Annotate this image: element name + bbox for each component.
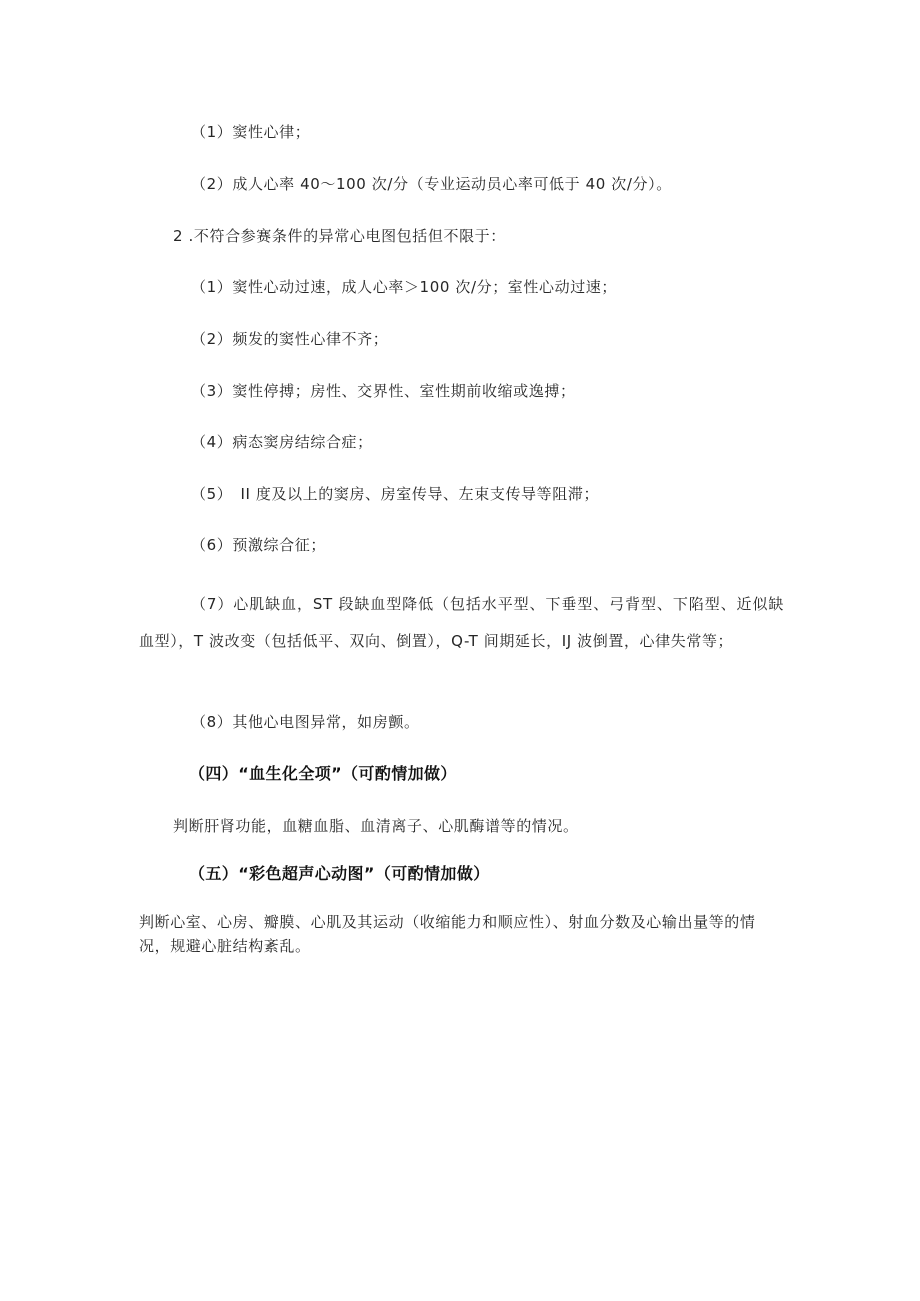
abnormal-item-1: （1）窦性心动过速，成人心率＞100 次/分；室性心动过速；: [191, 278, 617, 296]
section-4-heading: （四）“血生化全项”（可酌情加做）: [189, 764, 457, 783]
section-5-heading: （五）“彩色超声心动图”（可酌情加做）: [189, 864, 490, 883]
abnormal-item-5: （5） II 度及以上的窦房、房室传导、左束支传导等阻滞；: [191, 485, 600, 503]
normal-item-2: （2）成人心率 40～100 次/分（专业运动员心率可低于 40 次/分）。: [191, 175, 672, 193]
abnormal-item-6: （6）预激综合征；: [191, 536, 326, 554]
abnormal-item-7: （7）心肌缺血，ST 段缺血型降低（包括水平型、下垂型、弓背型、下陷型、近似缺血型），T 波改变（包括低平、双向、倒置），Q-T 间期延长，IJ 波倒置，心律失常等；: [139, 595, 784, 650]
section-4-text: 判断肝肾功能，血糖血脂、血清离子、心肌酶谱等的情况。: [173, 817, 579, 835]
normal-item-1: （1）窦性心律；: [191, 123, 311, 141]
abnormal-item-3: （3）窦性停搏；房性、交界性、室性期前收缩或逸搏；: [191, 382, 576, 400]
abnormal-item-8: （8）其他心电图异常，如房颤。: [191, 713, 420, 731]
abnormal-item-2: （2）频发的窦性心律不齐；: [191, 330, 389, 348]
abnormal-heading: 2 .不符合参赛条件的异常心电图包括但不限于：: [173, 227, 506, 245]
section-5-text: 判断心室、心房、瓣膜、心肌及其运动（收缩能力和顺应性）、射血分数及心输出量等的情况，规避心脏结构紊乱。: [139, 913, 756, 955]
abnormal-item-4: （4）病态窦房结综合症；: [191, 433, 373, 451]
